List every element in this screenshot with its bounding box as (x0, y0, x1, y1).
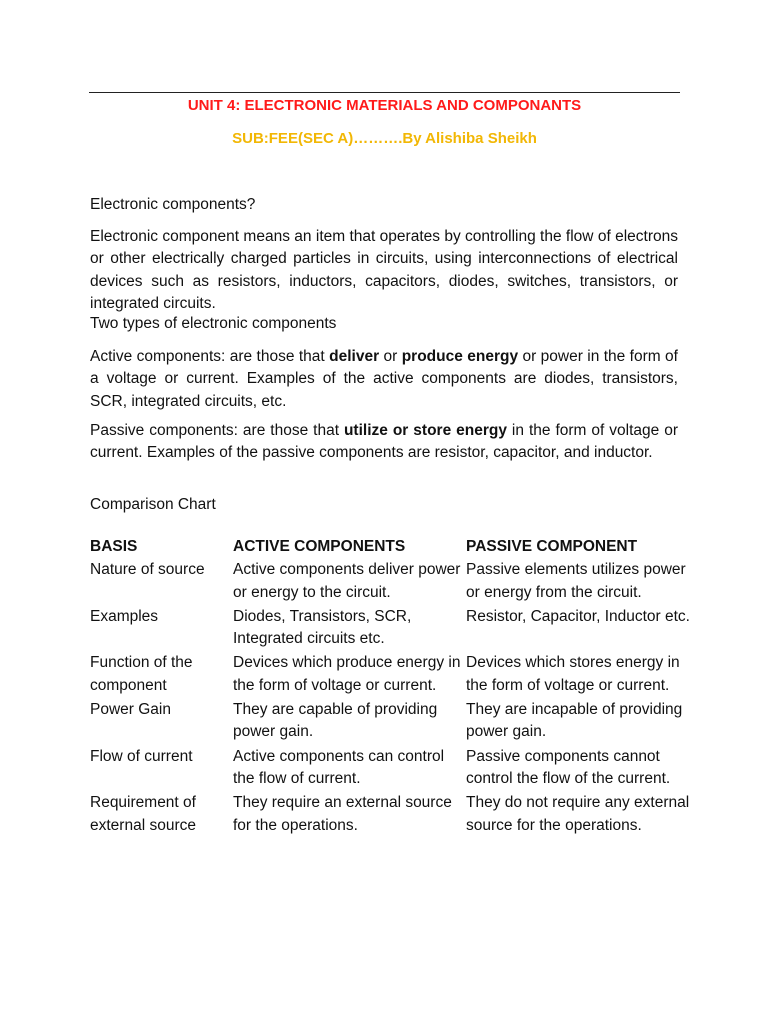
active-text-mid: or (379, 348, 402, 365)
row-basis: Examples (90, 607, 159, 625)
types-intro: Two types of electronic components (90, 315, 337, 332)
row-passive: Passive elements utilizes power or energy from the circuit. (466, 561, 686, 601)
row-passive: Devices which stores energy in the form of voltage or current. (466, 654, 680, 694)
table-row (90, 559, 690, 604)
row-active: Devices which produce energy in the form of voltage or current. (233, 654, 461, 694)
passive-bold-utilize: utilize or store energy (343, 422, 507, 439)
row-basis: Function of the component (90, 654, 193, 694)
header-rule (89, 92, 680, 93)
table-row (90, 792, 690, 837)
row-passive: Passive components cannot control the flow of the current. (466, 747, 671, 787)
document-title: UNIT 4: ELECTRONIC MATERIALS AND COMPONANTS (187, 97, 582, 114)
table-row (90, 746, 690, 791)
header-passive: PASSIVE COMPONENT (466, 538, 638, 555)
row-passive: They are incapable of providing power gain. (466, 701, 683, 741)
active-text-pre: Active components: are those that (90, 348, 330, 365)
row-basis: Requirement of external source (90, 794, 196, 834)
row-active: Active components deliver power or energy to the circuit. (233, 561, 461, 601)
active-text-post: or power in the form of a voltage or current. Examples of the active components are diodes, transistors, SCR, integrated circuits, etc. (90, 348, 678, 410)
document-subtitle: SUB:FEE(SEC A)……….By Alishiba Sheikh (232, 130, 537, 147)
table-header-row (90, 536, 690, 558)
active-components-paragraph (90, 346, 678, 413)
active-bold-produce-energy: produce energy (401, 348, 519, 365)
active-bold-deliver: deliver (329, 348, 380, 365)
row-active: Diodes, Transistors, SCR, Integrated circuits etc. (233, 607, 412, 648)
definition-paragraph: Electronic component means an item that operates by controlling the flow of electrons or other electrically charged particles in circuits, using interconnections of electrical devices such as resistors, inductors, capacitors, diodes, switches, transistors, or integrated circuits. (90, 228, 678, 312)
table-row (90, 652, 690, 697)
table-row (90, 606, 690, 651)
passive-text-post: in the form of voltage or current. Examples of the passive components are resistor, capacitor, and inductor. (90, 422, 679, 462)
row-basis: Power Gain (90, 701, 171, 719)
row-active: They are capable of providing power gain. (233, 701, 438, 741)
comparison-chart-label: Comparison Chart (90, 496, 216, 513)
row-active: They require an external source for the operations. (233, 794, 452, 834)
passive-components-paragraph (90, 420, 678, 465)
header-active: ACTIVE COMPONENTS (233, 538, 406, 555)
row-passive: Resistor, Capacitor, Inductor etc. (466, 607, 690, 625)
passive-text-pre: Passive components: are those that (90, 422, 344, 439)
row-active: Active components can control the flow of current. (233, 747, 445, 787)
row-passive: They do not require any external source for the operations. (466, 794, 690, 834)
header-basis: BASIS (90, 538, 138, 555)
row-basis: Flow of current (90, 747, 193, 765)
table-row (90, 699, 690, 744)
comparison-table (90, 536, 690, 837)
row-basis: Nature of source (90, 561, 205, 579)
question-heading: Electronic components? (90, 196, 256, 213)
